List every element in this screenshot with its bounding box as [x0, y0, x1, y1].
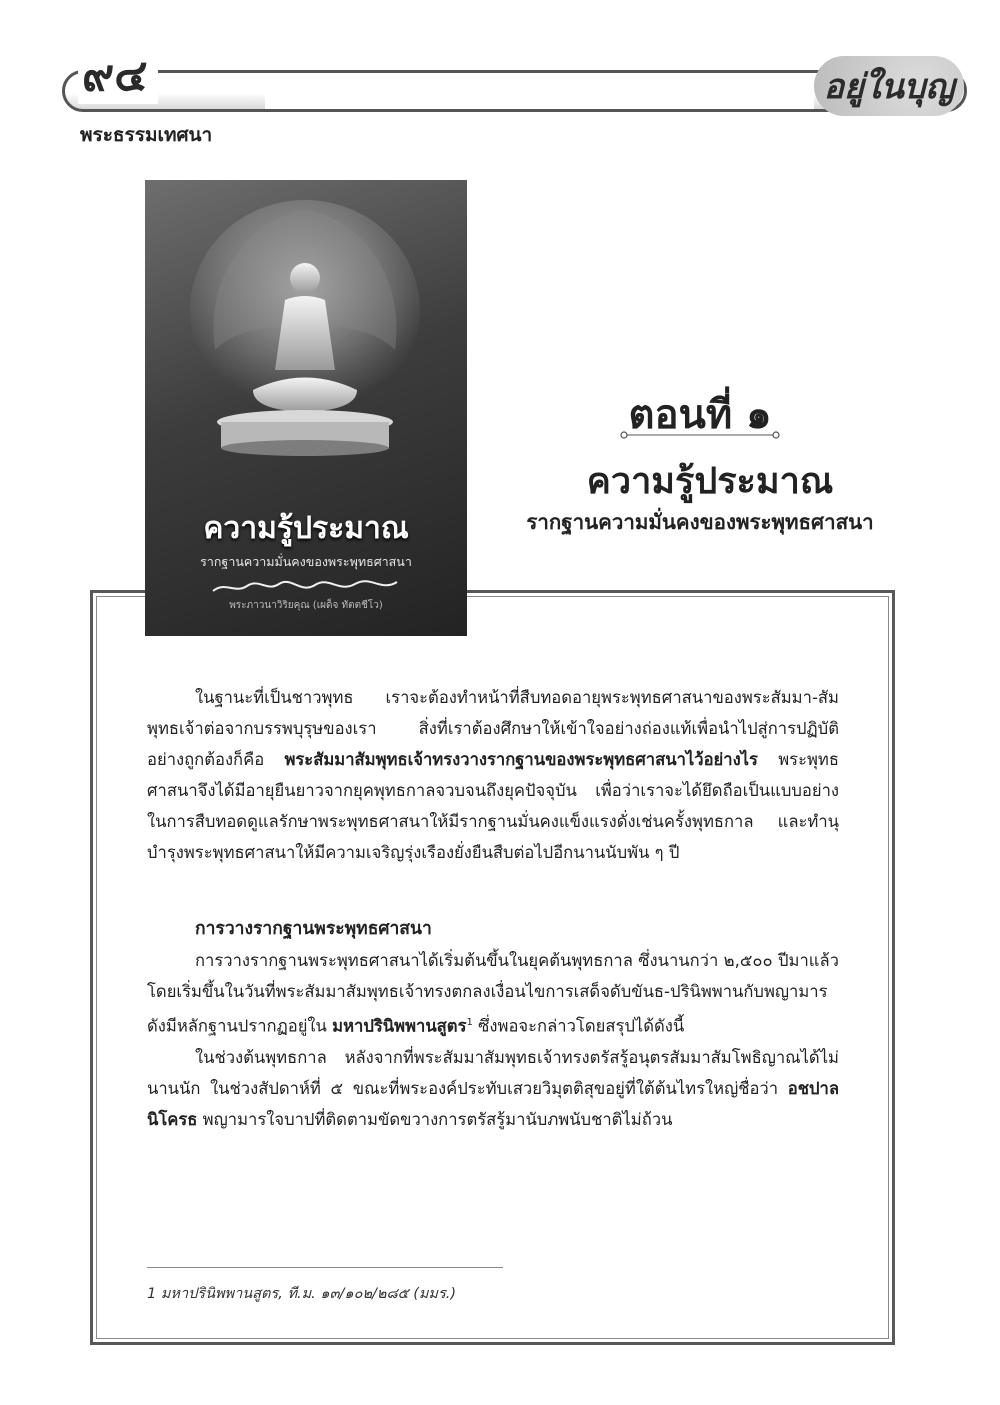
divider-ornament [620, 430, 780, 440]
intro-emphasis: พระสัมมาสัมพุทธเจ้าทรงวางรากฐานของพระพุทธศาสนาไว้อย่างไร [284, 750, 758, 769]
para2-emphasis: มหาปรินิพพานสูตร [332, 1016, 467, 1036]
page-number: ๙๔ [78, 48, 158, 104]
article-title: ความรู้ประมาณ [586, 461, 834, 502]
para3-text-1: ในช่วงต้นพุทธกาล หลังจากที่พระสัมมาสัมพุทธเจ้าทรงตรัสรู้อนุตรสัมมาสัมโพธิญาณได้ไม่นานนัก ในช่วงสัปดาห์ที่ ๕ ขณะที่พระองค์ประทับเสวยวิมุตติสุขอยู่ที่ใต้ต้นไทรใหญ่ชื่อว่า [147, 1047, 839, 1098]
article-subtitle: รากฐานความมั่นคงของพระพุทธศาสนา [526, 510, 874, 534]
magazine-logo: อยู่ในบุญ [814, 56, 964, 116]
section-heading: การวางรากฐานพระพุทธศาสนา [195, 919, 432, 939]
footnote-divider [147, 1267, 503, 1268]
header-bar-fill [265, 73, 814, 109]
para3-text-2: พญามารใจบาปที่ติดตามขัดขวางการตรัสรู้มานับภพนับชาติไม่ถ้วน [197, 1109, 673, 1129]
footnote: 1 มหาปรินิพพานสูตร, ที.ม. ๑๓/๑๐๒/๒๘๕ (มมร.) [147, 1286, 457, 1302]
paragraph-gap [147, 868, 839, 914]
bodhi-tree-buddha-illustration [185, 200, 425, 460]
para2-text-2: ซึ่งพอจะกล่าวโดยสรุปได้ดังนี้ [472, 1016, 685, 1036]
section-label: พระธรรมเทศนา [80, 124, 213, 146]
intro-text-1: ในฐานะที่เป็นชาวพุทธ เราจะต้องทำหน้าที่สืบทอดอายุพระพุทธศาสนาของพระสัมมา-สัมพุทธเจ้าต่อจากบรรพบุรุษของเรา สิ่งที่เราต้องศึกษาให้เข้าใจอย่างถ่องแท้เพื่อนำไปสู่การปฏิบัติอย่างถูกต้องก็คือ [147, 688, 839, 769]
cover-signature [205, 576, 405, 598]
intro-text-2: พระพุทธศาสนาจึงได้มีอายุยืนยาวจากยุคพุทธกาลจวบจนถึงยุคปัจจุบัน เพื่อว่าเราจะได้ยึดถือเป็นแบบอย่างในการสืบทอดดูแลรักษาพระพุทธศาสนาให้มีรากฐานมั่นคงแข็งแรงดั่งเช่นครั้งพุทธกาล และทำนุบำรุงพระพุทธศาสนาให้มีความเจริญรุ่งเรืองยั่งยืนสืบต่อไปอีกนานนับพัน ๆ ปี [147, 750, 839, 862]
intro-paragraph [147, 682, 839, 868]
para3-emphasis: อชปาลนิโครธ [147, 1078, 839, 1129]
footnote-ref[interactable]: 1 [466, 1017, 473, 1028]
article-body [147, 682, 839, 1135]
paragraph-3 [147, 1042, 839, 1135]
para2-text-1: การวางรากฐานพระพุทธศาสนาได้เริ่มต้นขึ้นในยุคต้นพุทธกาล ซึ่งนานกว่า ๒,๕๐๐ ปีมาแล้ว โดยเริ่มขึ้นในวันที่พระสัมมาสัมพุทธเจ้าทรงตกลงเงื่อนไขการเสด็จดับขันธ-ปรินิพพานกับพญามาร ดังมีหลักฐานปรากฏอยู่ใน [147, 951, 839, 1036]
paragraph-2 [147, 945, 839, 1042]
cover-title: ความรู้ประมาณ [203, 511, 409, 546]
episode-label: ตอนที่ ๑ [628, 392, 772, 438]
cover-author: พระภาวนาวิริยคุณ (เผด็จ ทัตตชีโว) [229, 600, 383, 611]
cover-subtitle: รากฐานความมั่นคงของพระพุทธศาสนา [200, 554, 412, 569]
book-cover-image [145, 180, 467, 636]
